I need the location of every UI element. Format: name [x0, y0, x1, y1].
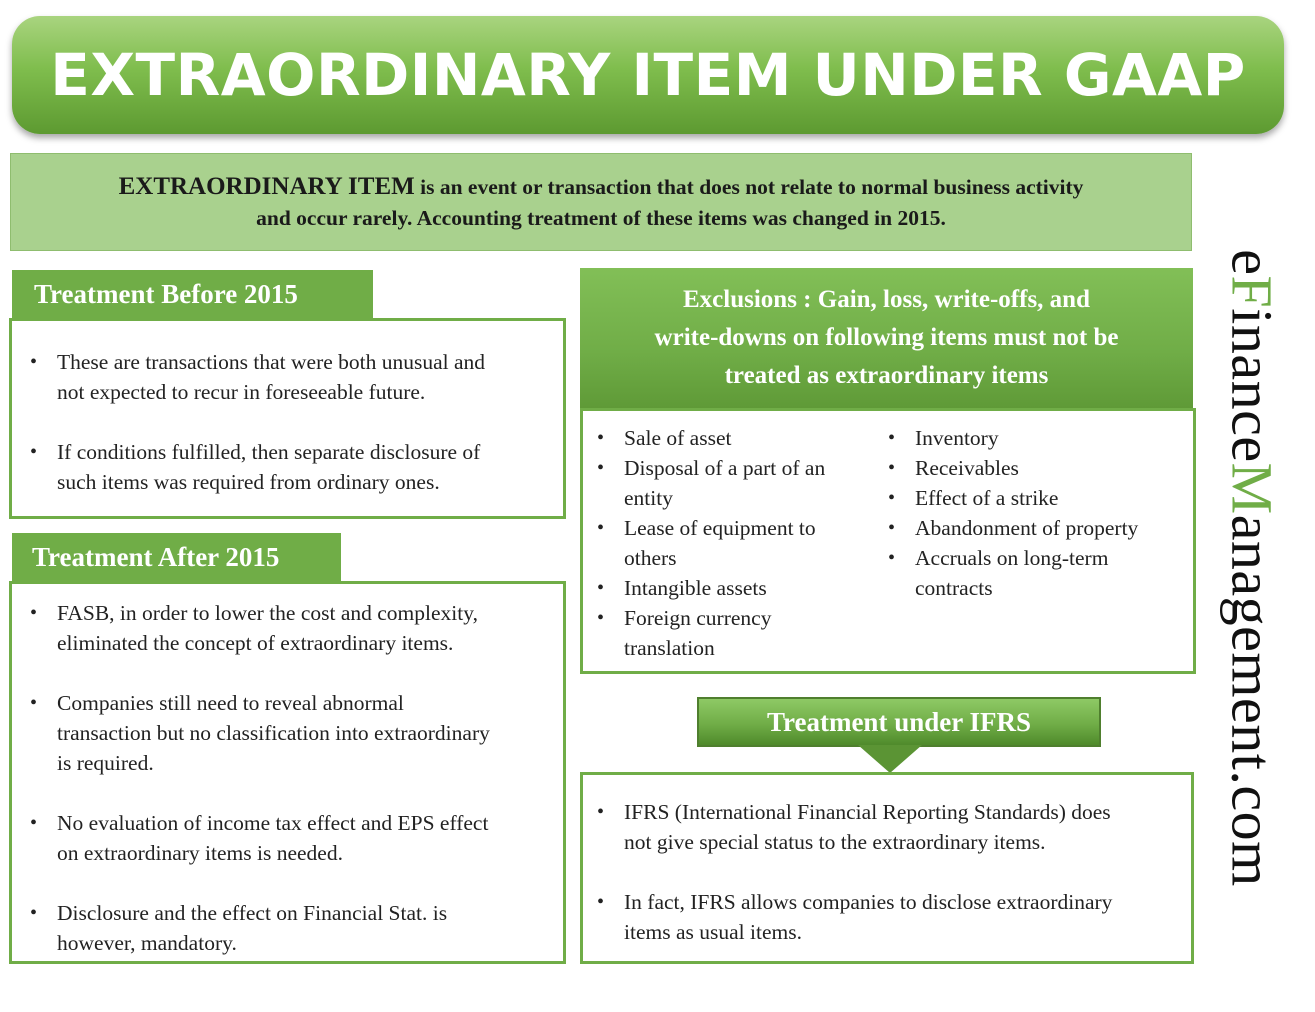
title-banner — [12, 16, 1284, 134]
list-item: • Companies still need to reveal abnormal transaction but no classification into extraordinary is required. — [30, 688, 545, 778]
list-item: • No evaluation of income tax effect and EPS effect on extraordinary items is needed. — [30, 808, 545, 868]
exclusions-heading — [580, 268, 1193, 408]
before-2015-box — [9, 318, 566, 519]
list-item: • IFRS (International Financial Reporting Standards) does not give special status to the extraordinary items. — [597, 797, 1177, 857]
after-2015-box — [9, 581, 566, 964]
before-2015-heading — [12, 270, 373, 318]
ifrs-list — [597, 797, 1177, 947]
definition-text — [89, 171, 1114, 234]
exclusions-box — [580, 408, 1196, 674]
list-item: • Abandonment of property — [888, 513, 1188, 543]
definition-line-1: is an event or transaction that does not relate to normal business activity — [414, 174, 1084, 199]
list-item: • FASB, in order to lower the cost and complexity, eliminated the concept of extraordinary items. — [30, 598, 545, 658]
site-logo-text: eFinanceManagement.com — [1219, 249, 1285, 887]
exclusions-heading-text: Exclusions : Gain, loss, write-offs, and write-downs on following items must not be treated as extraordinary items — [654, 286, 1119, 389]
before-2015-list — [30, 347, 545, 497]
ifrs-box — [580, 772, 1194, 964]
list-item: • Receivables — [888, 453, 1188, 483]
definition-line-2: and occur rarely. Accounting treatment of these items was changed in 2015. — [256, 205, 946, 230]
before-2015-heading-label: Treatment Before 2015 — [34, 278, 298, 309]
list-item: • Sale of asset — [597, 423, 872, 453]
down-arrow-icon — [858, 745, 922, 773]
list-item: • In fact, IFRS allows companies to disclose extraordinary items as usual items. — [597, 887, 1177, 947]
list-item: • Effect of a strike — [888, 483, 1188, 513]
list-item: • Disclosure and the effect on Financial Stat. is however, mandatory. — [30, 898, 545, 958]
after-2015-heading-label: Treatment After 2015 — [32, 541, 280, 572]
page-title: EXTRAORDINARY ITEM UNDER GAAP — [50, 41, 1246, 109]
list-item: • If conditions fulfilled, then separate disclosure of such items was required from ordinary ones. — [30, 437, 545, 497]
after-2015-list — [30, 598, 545, 958]
exclusions-list-right — [888, 423, 1188, 603]
after-2015-heading — [12, 533, 341, 581]
definition-box — [10, 153, 1192, 251]
list-item: • Intangible assets — [597, 573, 872, 603]
ifrs-heading-label: Treatment under IFRS — [766, 706, 1031, 737]
list-item: • Lease of equipment to others — [597, 513, 872, 573]
list-item: • Disposal of a part of an entity — [597, 453, 872, 513]
list-item: • Inventory — [888, 423, 1188, 453]
list-item: • Foreign currency translation — [597, 603, 872, 663]
exclusions-list-left — [597, 423, 872, 663]
list-item: • These are transactions that were both unusual and not expected to recur in foreseeable future. — [30, 347, 545, 407]
definition-term: EXTRAORDINARY ITEM — [118, 172, 415, 200]
list-item: • Accruals on long-term contracts — [888, 543, 1188, 603]
ifrs-heading — [697, 697, 1101, 747]
